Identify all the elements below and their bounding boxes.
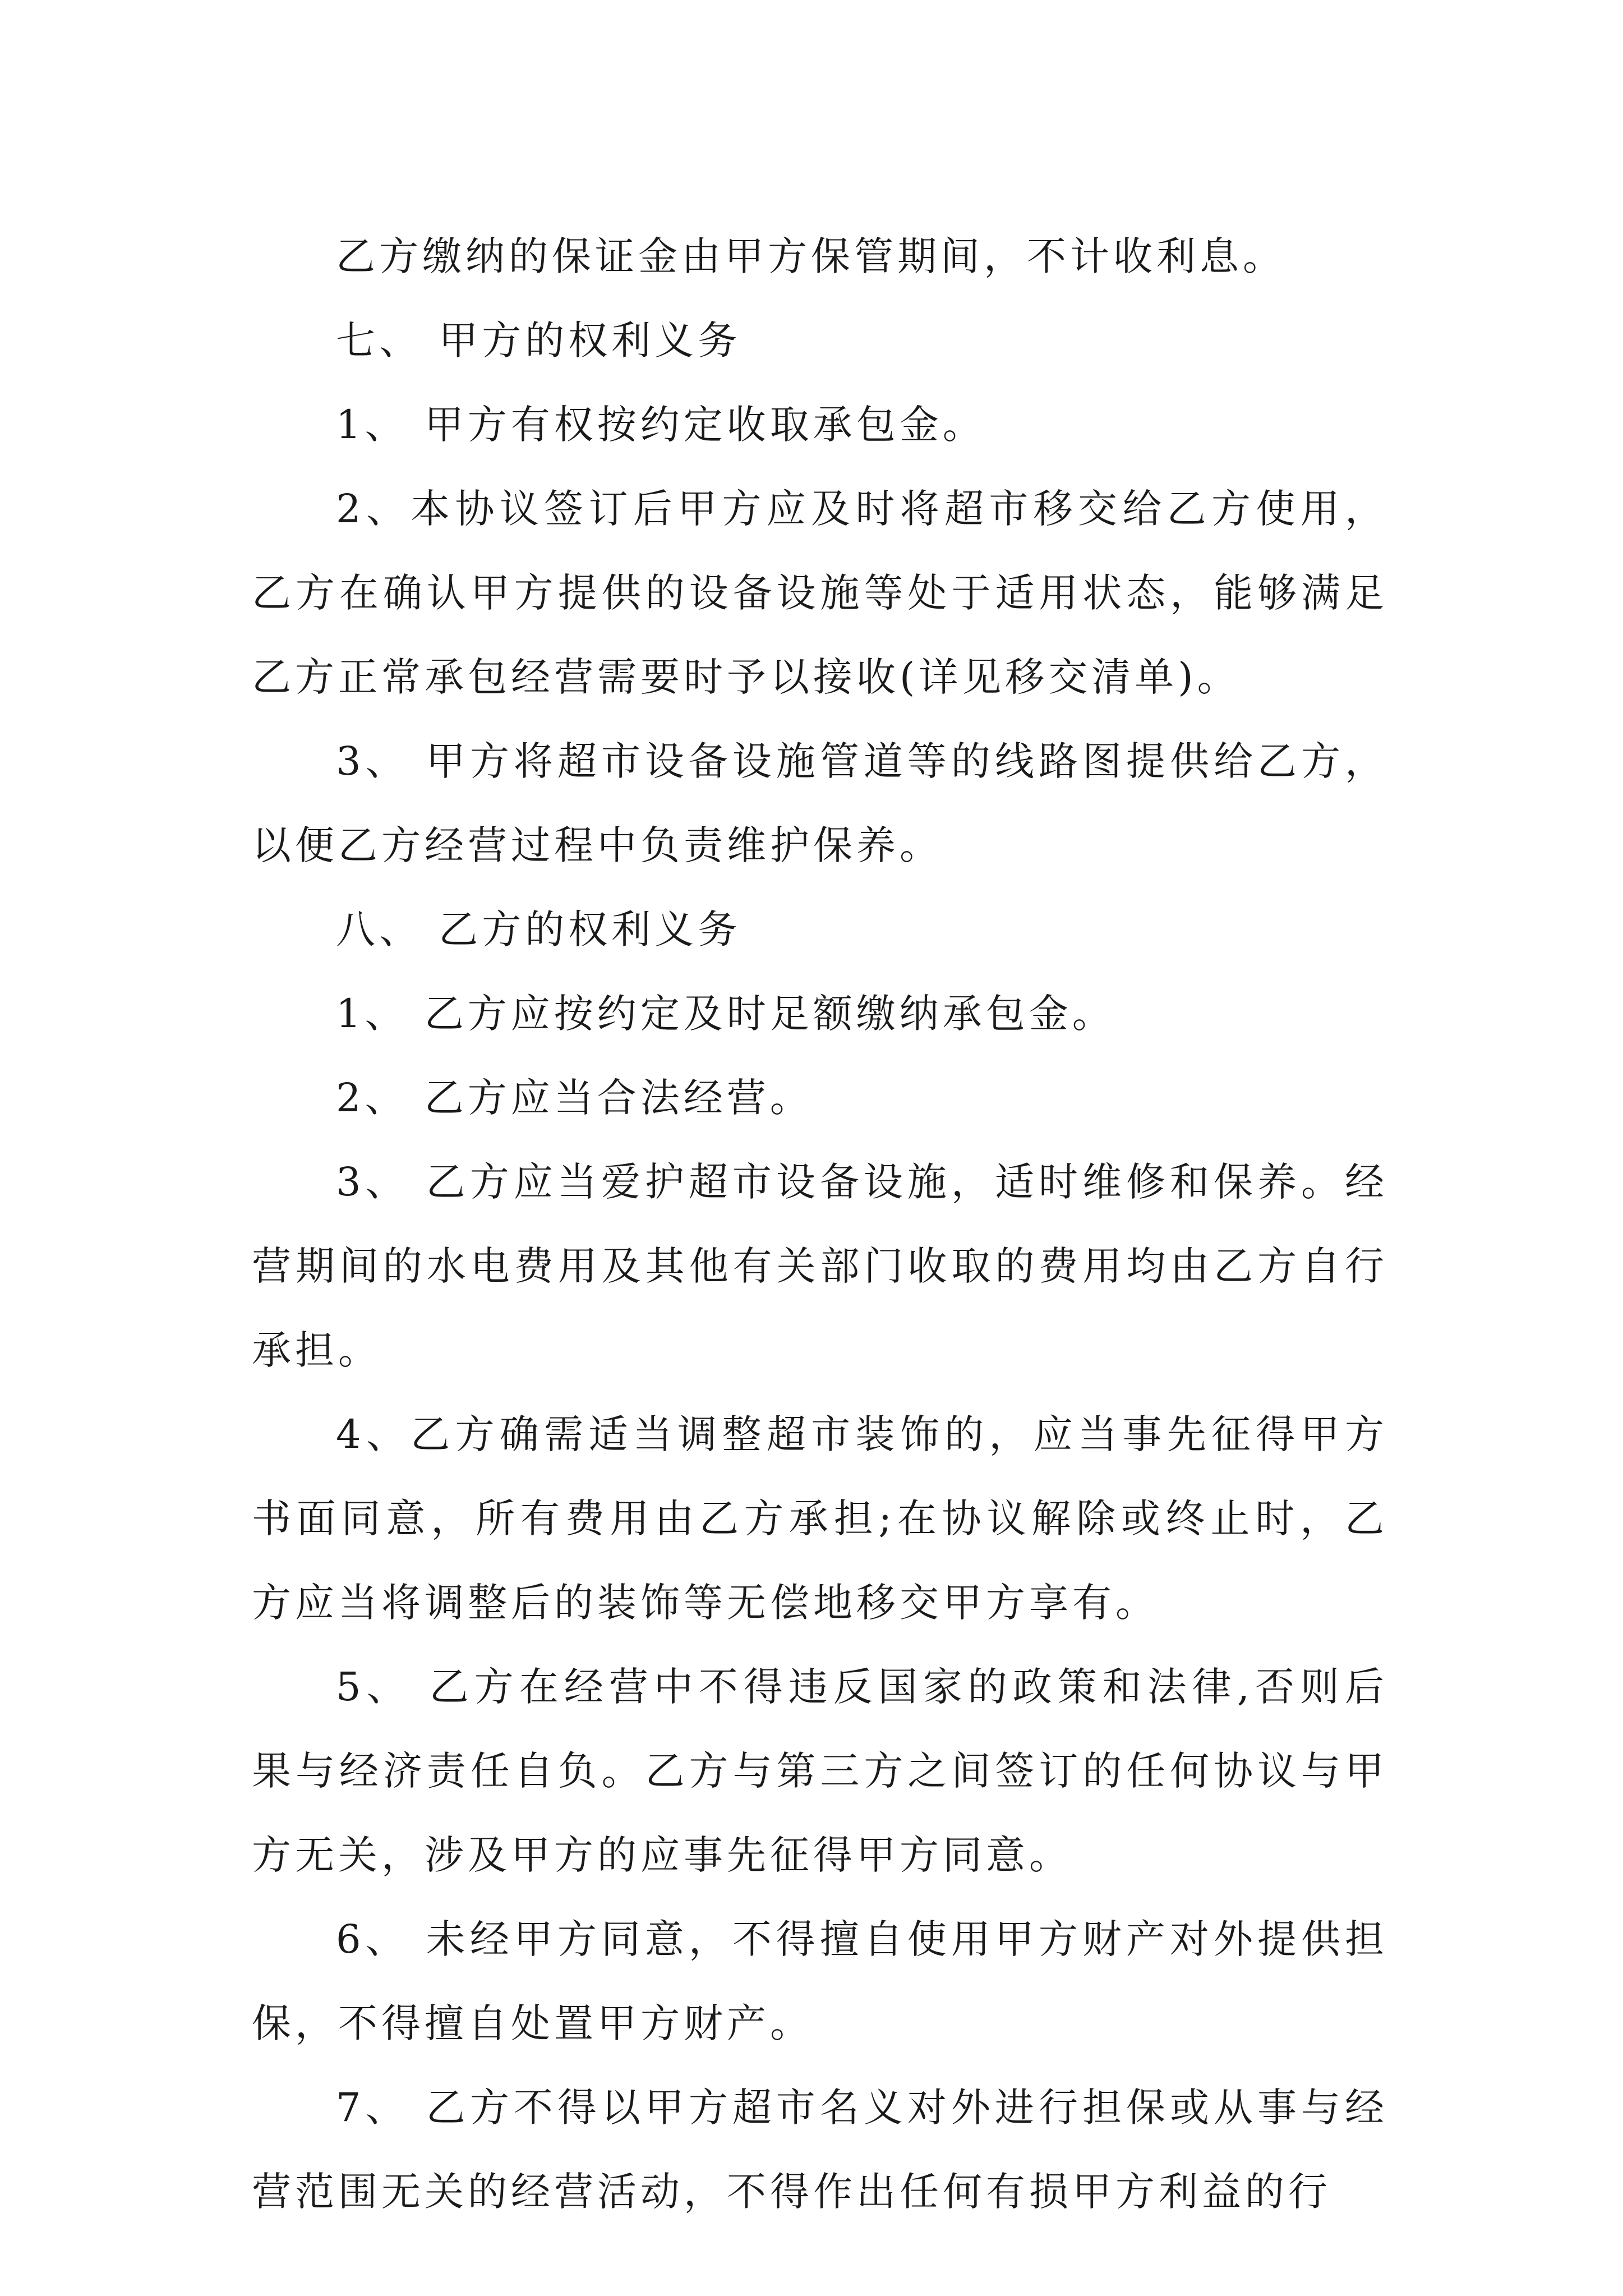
paragraph-a-3: 3、 甲方将超市设备设施管道等的线路图提供给乙方，以便乙方经营过程中负责维护保养。	[252, 738, 1388, 868]
paragraph-b-4: 4、乙方确需适当调整超市装饰的，应当事先征得甲方书面同意，所有费用由乙方承担;在协议解除或终止时，乙方应当将调整后的装饰等无偿地移交甲方享有。	[252, 1411, 1388, 1626]
paragraph-a-2: 2、本协议签订后甲方应及时将超市移交给乙方使用，乙方在确认甲方提供的设备设施等处于适用状态，能够满足乙方正常承包经营需要时予以接收(详见移交清单)。	[252, 486, 1388, 700]
heading-party-a-rights: 七、 甲方的权利义务	[336, 318, 741, 364]
paragraph-b-5: 5、 乙方在经营中不得违反国家的政策和法律,否则后果与经济责任自负。乙方与第三方之间签订的任何协议与甲方无关，涉及甲方的应事先征得甲方同意。	[252, 1664, 1388, 1878]
paragraph-b-7: 7、 乙方不得以甲方超市名义对外进行担保或从事与经营范围无关的经营活动，不得作出任何有损甲方利益的行	[252, 2085, 1388, 2215]
paragraph-b-3: 3、 乙方应当爱护超市设备设施，适时维修和保养。经营期间的水电费用及其他有关部门收取的费用均由乙方自行承担。	[252, 1159, 1388, 1373]
paragraph-a-1: 1、 甲方有权按约定收取承包金。	[336, 402, 986, 448]
paragraph-b-2: 2、 乙方应当合法经营。	[336, 1075, 813, 1121]
document-body	[252, 214, 1388, 2234]
heading-party-b-rights: 八、 乙方的权利义务	[336, 907, 741, 953]
paragraph-b-1: 1、 乙方应按约定及时足额缴纳承包金。	[336, 991, 1115, 1037]
paragraph-deposit-interest: 乙方缴纳的保证金由甲方保管期间，不计收利息。	[336, 233, 1286, 279]
paragraph-b-6: 6、 未经甲方同意，不得擅自使用甲方财产对外提供担保，不得擅自处置甲方财产。	[252, 1916, 1388, 2046]
